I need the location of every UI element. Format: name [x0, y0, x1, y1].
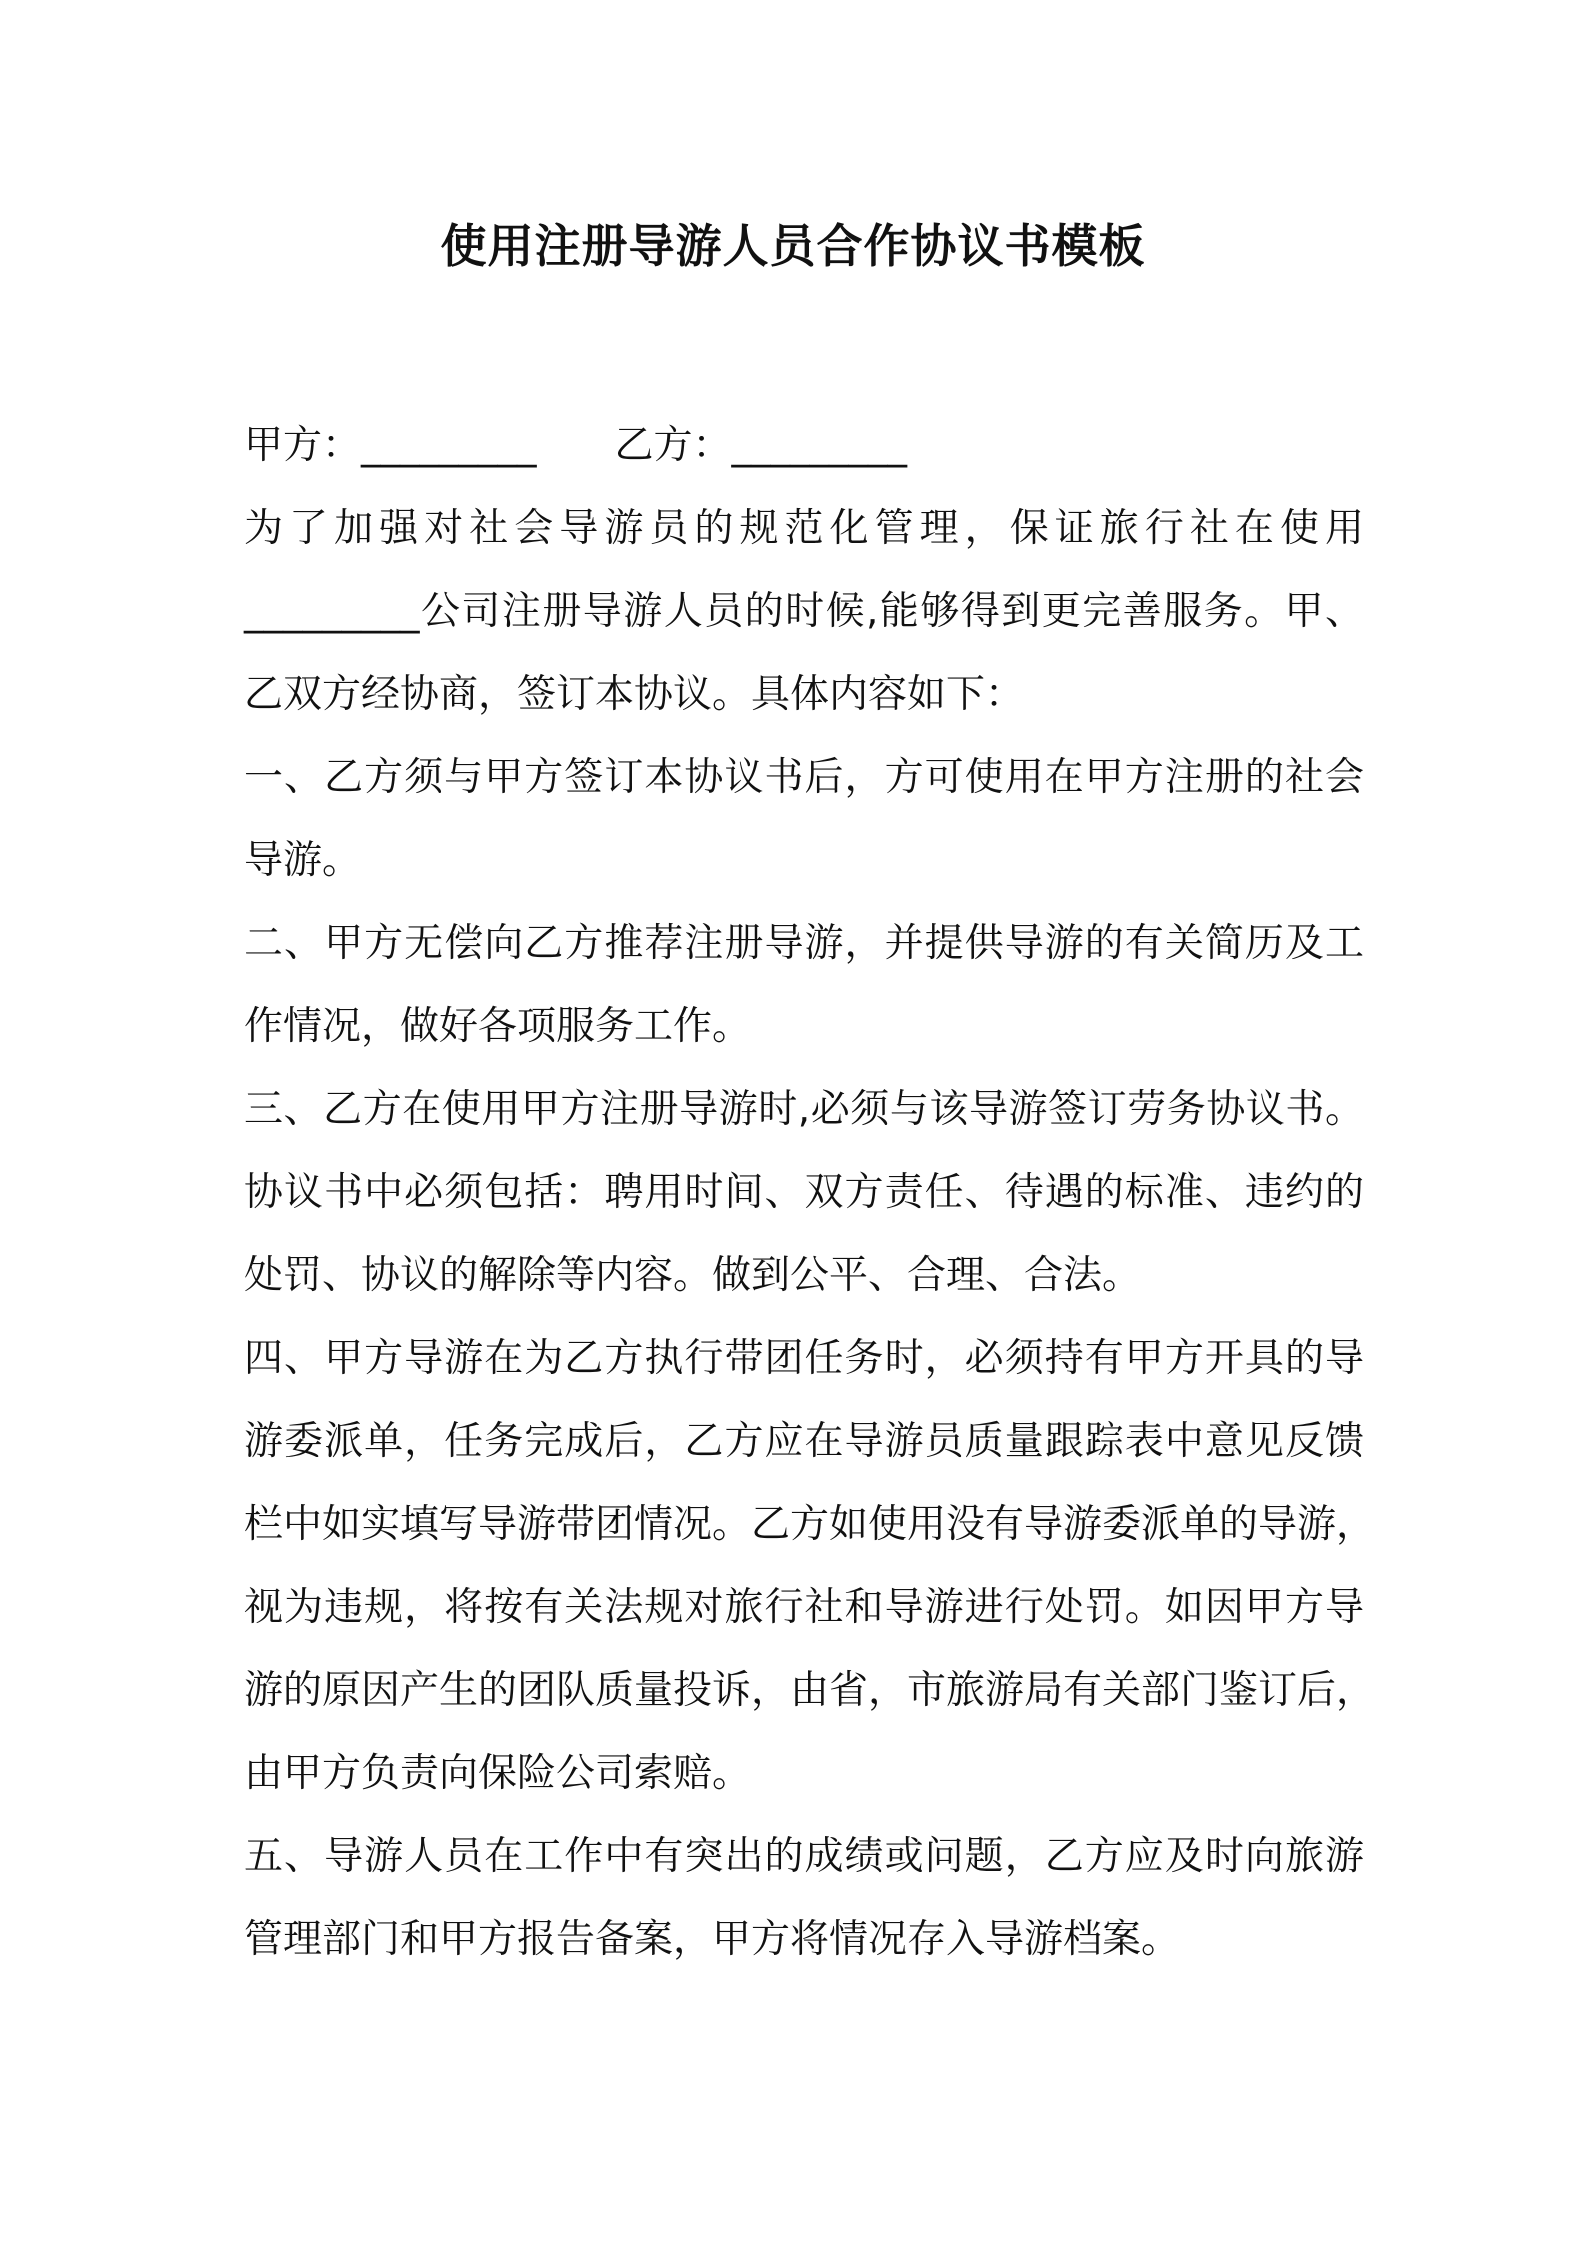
text-line: 导游。 [244, 838, 362, 883]
document-title: 使用注册导游人员合作协议书模板 [440, 219, 1146, 273]
document-body [244, 404, 1376, 1981]
text-line: 五、导游人员在工作中有突出的成绩或问题，乙方应及时向旅游 [244, 1834, 1364, 1879]
text-line: 管理部门和甲方报告备案，甲方将情况存入导游档案。 [244, 1917, 1181, 1962]
text-line: 二、甲方无偿向乙方推荐注册导游，并提供导游的有关简历及工 [244, 921, 1364, 966]
text-line: 协议书中必须包括：聘用时间、双方责任、待遇的标准、违约的 [244, 1170, 1364, 1215]
text-line: 作情况，做好各项服务工作。 [244, 1004, 752, 1049]
parties-line [244, 404, 1364, 487]
text-line: _________公司注册导游人员的时候,能够得到更完善服务。甲、 [244, 589, 1364, 634]
text-line: 视为违规，将按有关法规对旅行社和导游进行处罚。如因甲方导 [244, 1585, 1364, 1630]
text-line: 为了加强对社会导游员的规范化管理，保证旅行社在使用 [244, 506, 1364, 551]
text-line: 乙双方经协商，签订本协议。具体内容如下： [244, 672, 1025, 717]
party-b-field: 乙方：_________ [614, 423, 908, 468]
party-a-field: 甲方：_________ [244, 423, 537, 468]
text-line: 栏中如实填写导游带团情况。乙方如使用没有导游委派单的导游， [244, 1502, 1376, 1547]
text-line: 四、甲方导游在为乙方执行带团任务时，必须持有甲方开具的导 [244, 1336, 1364, 1381]
text-line: 游的原因产生的团队质量投诉，由省，市旅游局有关部门鉴订后， [244, 1668, 1376, 1713]
text-line: 由甲方负责向保险公司索赔。 [244, 1751, 752, 1796]
text-line: 三、乙方在使用甲方注册导游时,必须与该导游签订劳务协议书。 [244, 1087, 1364, 1132]
text-line: 处罚、协议的解除等内容。做到公平、合理、合法。 [244, 1253, 1142, 1298]
text-line: 游委派单，任务完成后，乙方应在导游员质量跟踪表中意见反馈 [244, 1419, 1364, 1464]
text-line: 一、乙方须与甲方签订本协议书后，方可使用在甲方注册的社会 [244, 755, 1364, 800]
